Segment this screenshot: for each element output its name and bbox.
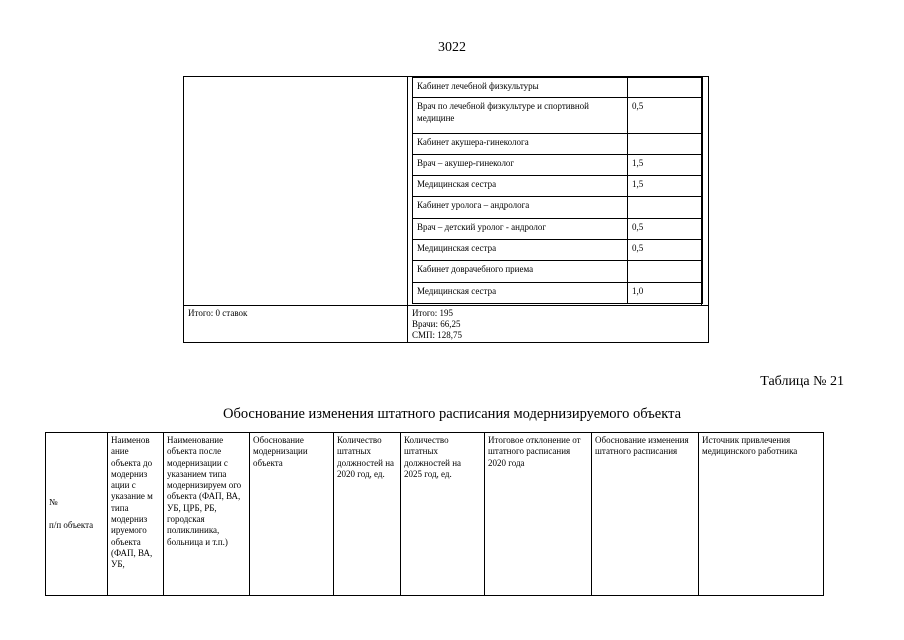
position-rate bbox=[628, 78, 703, 98]
total-divider bbox=[184, 305, 708, 306]
column-header: Источник привлечения медицинского работника bbox=[699, 433, 824, 596]
column-header: Количество штатных должностей на 2025 год, ед. bbox=[401, 433, 485, 596]
section-heading: Обоснование изменения штатного расписания модернизируемого объекта bbox=[222, 406, 682, 422]
staff-row bbox=[413, 155, 703, 176]
column-header: Итоговое отклонение от штатного расписания 2020 года bbox=[485, 433, 592, 596]
position-name: Медицинская сестра bbox=[413, 240, 628, 261]
position-rate: 0,5 bbox=[628, 240, 703, 261]
column-header: Наименов ание объекта до модерниз ации с указание м типа модерниз ируемого объекта (ФАП, ВА, УБ, bbox=[108, 433, 164, 596]
table-number: Таблица № 21 bbox=[760, 374, 844, 389]
total-column-divider bbox=[407, 305, 408, 343]
position-name: Кабинет доврачебного приема bbox=[413, 261, 628, 283]
column-header: Обоснование модернизации объекта bbox=[250, 433, 334, 596]
position-name: Врач – детский уролог - андролог bbox=[413, 219, 628, 240]
staff-row bbox=[413, 98, 703, 134]
page-number: 3022 bbox=[438, 40, 466, 55]
total-nurses: СМП: 128,75 bbox=[412, 330, 463, 340]
staff-row bbox=[413, 197, 703, 219]
total-right bbox=[412, 308, 462, 341]
position-name: Кабинет акушера-гинеколога bbox=[413, 134, 628, 155]
position-rate: 1,0 bbox=[628, 283, 703, 304]
total-left: Итого: 0 ставок bbox=[188, 308, 248, 318]
total-rates: Итого: 195 bbox=[412, 308, 454, 318]
column-header: № п/п объекта bbox=[46, 433, 108, 596]
header-row bbox=[46, 433, 824, 596]
position-name: Врач – акушер-гинеколог bbox=[413, 155, 628, 176]
column-header: Наименование объекта после модернизации с указанием типа модернизируем ого объекта (ФАП, ВА, УБ, ЦРБ, РБ, городская поликлиника, больница и т.п.) bbox=[164, 433, 250, 596]
position-name: Кабинет уролога – андролога bbox=[413, 197, 628, 219]
justification-table bbox=[45, 432, 824, 596]
position-rate bbox=[628, 197, 703, 219]
position-rate: 0,5 bbox=[628, 98, 703, 134]
staff-row bbox=[413, 219, 703, 240]
staff-row bbox=[413, 283, 703, 304]
staff-row bbox=[413, 240, 703, 261]
staff-row bbox=[413, 78, 703, 98]
staff-table bbox=[183, 76, 709, 343]
position-rate: 1,5 bbox=[628, 176, 703, 197]
column-header: Обоснование изменения штатного расписания bbox=[592, 433, 699, 596]
staff-row bbox=[413, 261, 703, 283]
position-name: Медицинская сестра bbox=[413, 283, 628, 304]
position-name: Врач по лечебной физкультуре и спортивной медицине bbox=[413, 98, 628, 134]
column-header: Количество штатных должностей на 2020 год, ед. bbox=[334, 433, 401, 596]
staff-row bbox=[413, 134, 703, 155]
position-rate: 1,5 bbox=[628, 155, 703, 176]
position-rate: 0,5 bbox=[628, 219, 703, 240]
position-name: Кабинет лечебной физкультуры bbox=[413, 78, 628, 98]
position-rate bbox=[628, 134, 703, 155]
staff-positions-table bbox=[412, 77, 703, 304]
column-divider bbox=[407, 77, 408, 305]
position-rate bbox=[628, 261, 703, 283]
position-name: Медицинская сестра bbox=[413, 176, 628, 197]
staff-row bbox=[413, 176, 703, 197]
total-doctors: Врачи: 66,25 bbox=[412, 319, 461, 329]
